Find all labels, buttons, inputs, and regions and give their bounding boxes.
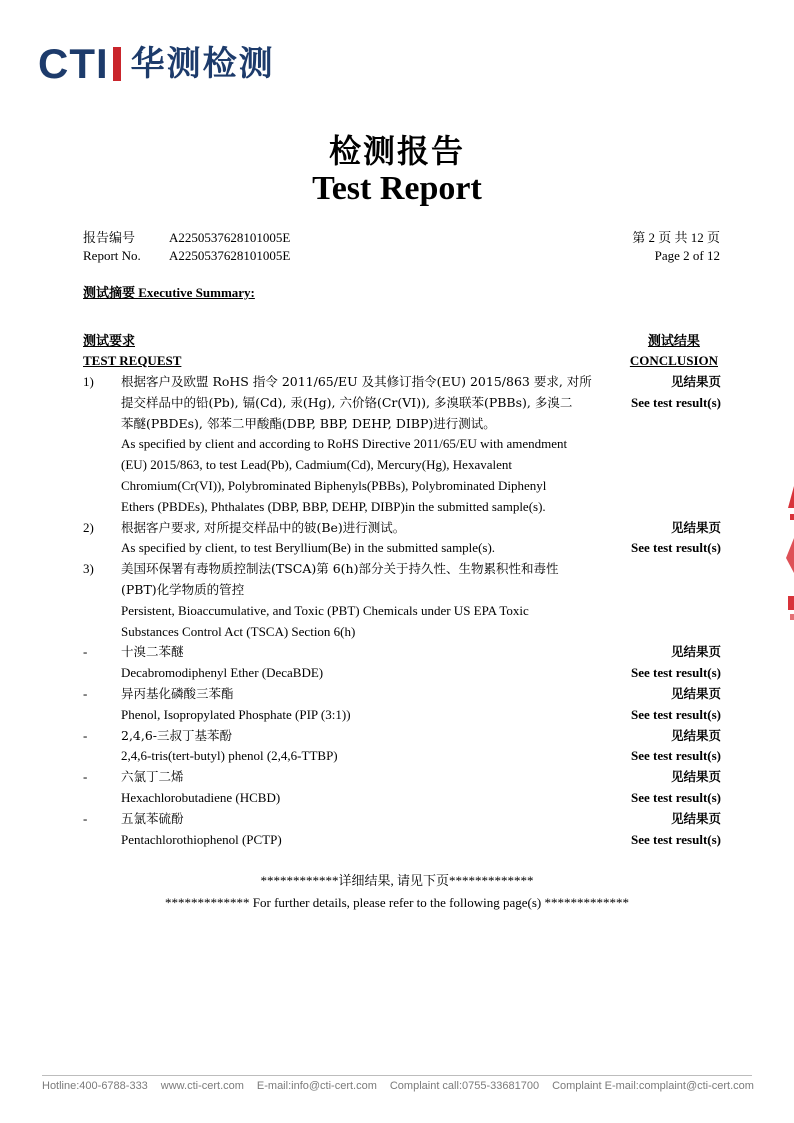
conclusion-line: See test result(s) [630, 706, 721, 722]
report-no-label-en: Report No. [83, 248, 141, 263]
company-logo [38, 42, 275, 86]
test-request-header-en: TEST REQUEST [83, 353, 182, 368]
page-title-cn: 检测报告 [328, 132, 465, 170]
conclusion-line: 见结果页 [670, 810, 721, 826]
description-line: As specified by client and according to RoHS Directive 2011/65/EU with amendment [121, 436, 568, 452]
page-title-en: Test Report [312, 170, 482, 207]
footer-item: E-mail:info@cti-cert.com [256, 1080, 377, 1092]
conclusion-line: See test result(s) [630, 831, 721, 847]
row-number: - [83, 685, 88, 701]
row-number: - [83, 727, 88, 743]
description-line: 2,4,6-tris(tert-butyl) phenol (2,4,6-TTBP) [121, 748, 338, 764]
description-line: Chromium(Cr(VI)), Polybrominated Biphenyls(PBBs), Polybrominated Diphenyl [121, 477, 547, 493]
description-line: Decabromodiphenyl Ether (DecaBDE) [121, 665, 324, 681]
test-request-row [83, 642, 721, 684]
description-line: Phenol, Isopropylated Phosphate (PIP (3:1)) [121, 706, 351, 722]
request-description [121, 726, 621, 768]
conclusion-line: See test result(s) [630, 789, 721, 805]
conclusion-line: 见结果页 [670, 769, 721, 785]
conclusion-cell [621, 767, 721, 809]
logo-red-bar [113, 47, 121, 81]
footer-item: Complaint call:0755-33681700 [389, 1080, 540, 1092]
conclusion-cell [621, 726, 721, 768]
description-line: Ethers (PBDEs), Phthalates (DBP, BBP, DEHP, DIBP)in the submitted sample(s). [121, 498, 546, 514]
request-description [121, 518, 621, 560]
conclusion-line: See test result(s) [630, 394, 721, 410]
description-line: Pentachlorothiophenol (PCTP) [121, 831, 282, 847]
row-number: - [83, 810, 88, 826]
footer-item: Hotline:400-6788-333 [42, 1080, 148, 1092]
description-line: 提交样品中的铅(Pb), 镉(Cd), 汞(Hg), 六价铬(Cr(VI)), 多溴联苯(PBBs), 多溴二 [121, 394, 573, 410]
description-line: 异丙基化磷酸三苯酯 [121, 685, 234, 701]
row-number: 1) [83, 374, 94, 389]
description-line: 五氯苯硫酚 [121, 810, 184, 826]
description-line: 根据客户及欧盟 RoHS 指令 2011/65/EU 及其修订指令(EU) 2015/863 要求, 对所 [121, 374, 592, 389]
description-line: Hexachlorobutadiene (HCBD) [121, 789, 281, 805]
conclusion-cell [621, 559, 721, 642]
row-number: 2) [83, 519, 94, 535]
test-request-header [83, 331, 181, 371]
request-description [121, 809, 621, 851]
conclusion-line: 见结果页 [670, 727, 721, 743]
report-number-block [83, 229, 290, 265]
test-request-row [83, 372, 721, 518]
request-description [121, 767, 621, 809]
conclusion-line: See test result(s) [630, 665, 721, 681]
test-request-row [83, 518, 721, 560]
page-number-en: Page 2 of 12 [654, 248, 720, 263]
test-request-header-cn: 测试要求 [83, 333, 136, 348]
request-description [121, 684, 621, 726]
page-number-cn: 第 2 页 共 12 页 [632, 230, 720, 245]
footer-item: www.cti-cert.com [160, 1080, 244, 1092]
conclusion-cell [621, 372, 721, 518]
report-no-value-en: A2250537628101005E [169, 248, 291, 263]
description-line: (PBT)化学物质的管控 [121, 581, 245, 597]
conclusion-line: 见结果页 [670, 374, 721, 389]
request-description [121, 642, 621, 684]
test-request-row [83, 559, 721, 642]
conclusion-cell [621, 518, 721, 560]
further-details-note-en: ************* For further details, please refer to the following page(s) ************* [165, 895, 629, 910]
description-line: 苯醚(PBDEs), 邻苯二甲酸酯(DBP, BBP, DEHP, DIBP)进行测试。 [121, 415, 496, 431]
logo-cti-text: CTI [38, 40, 109, 87]
conclusion-cell [621, 642, 721, 684]
description-line: 根据客户要求, 对所提交样品中的铍(Be)进行测试。 [121, 519, 406, 535]
description-line: 2,4,6-三叔丁基苯酚 [121, 727, 233, 743]
description-line: Substances Control Act (TSCA) Section 6(h) [121, 623, 356, 639]
description-line: 六氯丁二烯 [121, 769, 184, 785]
row-number: 3) [83, 561, 94, 577]
page-footer [42, 1080, 754, 1092]
conclusion-cell [621, 809, 721, 851]
footer-divider [42, 1075, 752, 1076]
request-description [121, 559, 621, 642]
report-no-label-cn: 报告编号 [83, 230, 136, 245]
description-line: As specified by client, to test Beryllium(Be) in the submitted sample(s). [121, 540, 496, 556]
conclusion-header [630, 331, 718, 371]
test-request-list [83, 372, 721, 850]
description-line: 十溴二苯醚 [121, 644, 184, 660]
row-number: - [83, 644, 88, 660]
conclusion-header-en: CONCLUSION [629, 353, 718, 368]
test-request-row [83, 726, 721, 768]
report-no-value-cn: A2250537628101005E [169, 230, 291, 245]
conclusion-line: 见结果页 [670, 644, 721, 660]
description-line: (EU) 2015/863, to test Lead(Pb), Cadmium(Cd), Mercury(Hg), Hexavalent [121, 457, 512, 473]
description-line: Persistent, Bioaccumulative, and Toxic (PBT) Chemicals under US EPA Toxic [121, 602, 529, 618]
conclusion-header-cn: 测试结果 [647, 333, 700, 348]
request-description [121, 372, 621, 518]
test-request-row [83, 684, 721, 726]
conclusion-line: See test result(s) [630, 540, 721, 556]
test-request-row [83, 809, 721, 851]
executive-summary-heading: 测试摘要 Executive Summary: [83, 285, 255, 300]
seal-stamp-edge [784, 478, 794, 638]
conclusion-cell [621, 684, 721, 726]
further-details-note-cn: ************详细结果, 请见下页************* [260, 873, 534, 888]
description-line: 美国环保署有毒物质控制法(TSCA)第 6(h)部分关于持久性、生物累积性和毒性 [121, 561, 559, 577]
row-number: - [83, 769, 88, 785]
footer-item: Complaint E-mail:complaint@cti-cert.com [552, 1080, 754, 1092]
page-number-block [632, 229, 720, 265]
conclusion-line: 见结果页 [670, 685, 721, 701]
conclusion-line: See test result(s) [630, 748, 721, 764]
test-request-row [83, 767, 721, 809]
logo-chinese-text: 华测检测 [130, 44, 275, 84]
conclusion-line: 见结果页 [670, 519, 721, 535]
